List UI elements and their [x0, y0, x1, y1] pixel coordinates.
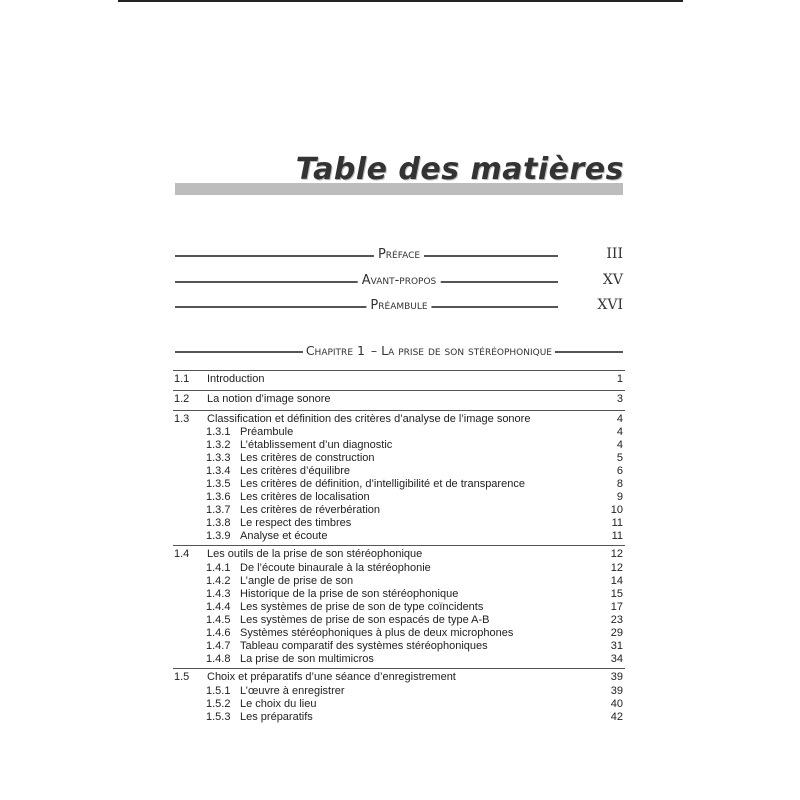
toc-subentry[interactable]: [173, 685, 625, 698]
section-title: Choix et préparatifs d’une séance d’enregistrement: [207, 671, 456, 683]
subsection-page: 4: [616, 426, 623, 438]
table-of-contents: [173, 370, 625, 726]
subsection-title: L’établissement d’un diagnostic: [240, 439, 393, 451]
subsection-page: 42: [610, 711, 623, 723]
subsection-title: L’angle de prise de son: [240, 575, 354, 587]
subsection-number: 1.4.8: [206, 653, 231, 665]
toc-entry[interactable]: [173, 548, 625, 561]
subsection-title: Historique de la prise de son stéréophonique: [240, 588, 459, 600]
subsection-page: 15: [610, 588, 623, 600]
subsection-number: 1.4.5: [206, 614, 231, 626]
section-title: La notion d’image sonore: [207, 393, 331, 405]
section-page: 3: [616, 393, 623, 405]
section-number: 1.3: [174, 413, 190, 425]
section-title: Les outils de la prise de son stéréophonique: [207, 548, 423, 560]
subsection-page: 10: [610, 504, 623, 516]
section-page: 4: [616, 413, 623, 425]
subsection-number: 1.4.1: [206, 562, 231, 574]
subsection-number: 1.3.7: [206, 504, 231, 516]
subsection-page: 34: [610, 653, 623, 665]
toc-subentry[interactable]: [173, 530, 625, 543]
subsection-title: Les critères de réverbération: [240, 504, 381, 516]
subsection-page: 29: [610, 627, 623, 639]
chapter-label: [303, 343, 555, 358]
toc-subentry[interactable]: [173, 439, 625, 452]
subsection-title: Systèmes stéréophoniques à plus de deux microphones: [240, 627, 514, 639]
toc-subentry[interactable]: [173, 614, 625, 627]
toc-subentry[interactable]: [173, 452, 625, 465]
front-matter-page: XVI: [597, 297, 623, 313]
subsection-number: 1.3.1: [206, 426, 231, 438]
subsection-page: 11: [611, 517, 623, 529]
toc-subentry[interactable]: [173, 640, 625, 653]
subsection-title: Tableau comparatif des systèmes stéréophoniques: [240, 640, 488, 652]
page-top-rule: [118, 0, 683, 2]
chapter-heading[interactable]: [175, 343, 623, 361]
toc-entry[interactable]: [173, 373, 625, 386]
subsection-number: 1.4.7: [206, 640, 231, 652]
section-page: 12: [610, 548, 623, 560]
subsection-number: 1.4.2: [206, 575, 231, 587]
subsection-title: Analyse et écoute: [240, 530, 328, 542]
subsection-page: 23: [610, 614, 623, 626]
section-number: 1.1: [174, 373, 190, 385]
subsection-page: 11: [611, 530, 623, 542]
subsection-title: Les systèmes de prise de son de type coïncidents: [240, 601, 484, 613]
subsection-page: 9: [616, 491, 623, 503]
toc-subentry[interactable]: [173, 653, 625, 666]
subsection-page: 14: [610, 575, 623, 587]
page-title: Table des matières: [295, 152, 624, 187]
front-matter-avant-propos[interactable]: [175, 272, 623, 292]
subsection-title: Les critères de définition, d’intelligibilité et de transparence: [240, 478, 525, 490]
toc-subentry[interactable]: [173, 711, 625, 724]
toc-subentry[interactable]: [173, 698, 625, 711]
toc-section: [173, 370, 625, 390]
front-matter-label: Préambule: [366, 298, 431, 313]
subsection-page: 31: [610, 640, 623, 652]
toc-subentry[interactable]: [173, 575, 625, 588]
subsection-number: 1.4.4: [206, 601, 231, 613]
subsection-number: 1.3.8: [206, 517, 231, 529]
subsection-number: 1.3.6: [206, 491, 231, 503]
toc-subentry[interactable]: [173, 465, 625, 478]
toc-subentry[interactable]: [173, 627, 625, 640]
section-title: Classification et définition des critères d’analyse de l’image sonore: [207, 413, 531, 425]
subsection-title: Le respect des timbres: [240, 517, 352, 529]
toc-subentry[interactable]: [173, 478, 625, 491]
section-page: 39: [610, 671, 623, 683]
subsection-number: 1.5.1: [206, 685, 231, 697]
section-number: 1.2: [174, 393, 190, 405]
toc-section: [173, 545, 625, 668]
section-title: Introduction: [207, 373, 265, 385]
toc-subentry[interactable]: [173, 426, 625, 439]
subsection-number: 1.5.2: [206, 698, 231, 710]
toc-section: [173, 390, 625, 410]
subsection-number: 1.4.3: [206, 588, 231, 600]
front-matter-preface[interactable]: [175, 246, 623, 266]
subsection-page: 4: [616, 439, 623, 451]
subsection-number: 1.4.6: [206, 627, 231, 639]
subsection-number: 1.3.5: [206, 478, 231, 490]
toc-subentry[interactable]: [173, 504, 625, 517]
subsection-title: Les critères de localisation: [240, 491, 370, 503]
subsection-title: De l’écoute binaurale à la stéréophonie: [240, 562, 431, 574]
chapter-separator: –: [370, 343, 378, 358]
chapter-number: Chapitre 1: [305, 343, 365, 358]
subsection-title: Les préparatifs: [240, 711, 313, 723]
subsection-number: 1.3.2: [206, 439, 231, 451]
subsection-number: 1.3.9: [206, 530, 231, 542]
toc-subentry[interactable]: [173, 588, 625, 601]
subsection-title: Le choix du lieu: [240, 698, 317, 710]
subsection-page: 40: [610, 698, 623, 710]
subsection-page: 5: [616, 452, 623, 464]
section-page: 1: [616, 373, 623, 385]
toc-section: [173, 668, 625, 726]
toc-entry[interactable]: [173, 413, 625, 426]
toc-entry[interactable]: [173, 671, 625, 684]
subsection-title: L’œuvre à enregistrer: [240, 685, 345, 697]
front-matter-preambule[interactable]: [175, 297, 623, 317]
subsection-title: La prise de son multimicros: [240, 653, 374, 665]
subsection-page: 6: [616, 465, 623, 477]
front-matter-label: Avant-propos: [358, 273, 441, 288]
subsection-title: Les systèmes de prise de son espacés de type A-B: [240, 614, 490, 626]
subsection-number: 1.5.3: [206, 711, 231, 723]
section-number: 1.5: [174, 671, 190, 683]
subsection-number: 1.3.3: [206, 452, 231, 464]
subsection-title: Les critères d’équilibre: [240, 465, 351, 477]
front-matter-page: III: [606, 246, 623, 262]
subsection-title: Préambule: [240, 426, 294, 438]
subsection-page: 39: [610, 685, 623, 697]
subsection-number: 1.3.4: [206, 465, 231, 477]
toc-subentry[interactable]: [173, 601, 625, 614]
front-matter-label: Préface: [374, 247, 424, 262]
section-number: 1.4: [174, 548, 190, 560]
subsection-page: 8: [616, 478, 623, 490]
front-matter-rule: [175, 255, 558, 257]
subsection-page: 12: [610, 562, 623, 574]
toc-subentry[interactable]: [173, 517, 625, 530]
toc-entry[interactable]: [173, 393, 625, 406]
front-matter-page: XV: [602, 272, 623, 288]
toc-subentry[interactable]: [173, 562, 625, 575]
chapter-title: La prise de son stéréophonique: [381, 343, 552, 358]
toc-subentry[interactable]: [173, 491, 625, 504]
toc-section: [173, 410, 625, 545]
subsection-title: Les critères de construction: [240, 452, 375, 464]
subsection-page: 17: [610, 601, 623, 613]
